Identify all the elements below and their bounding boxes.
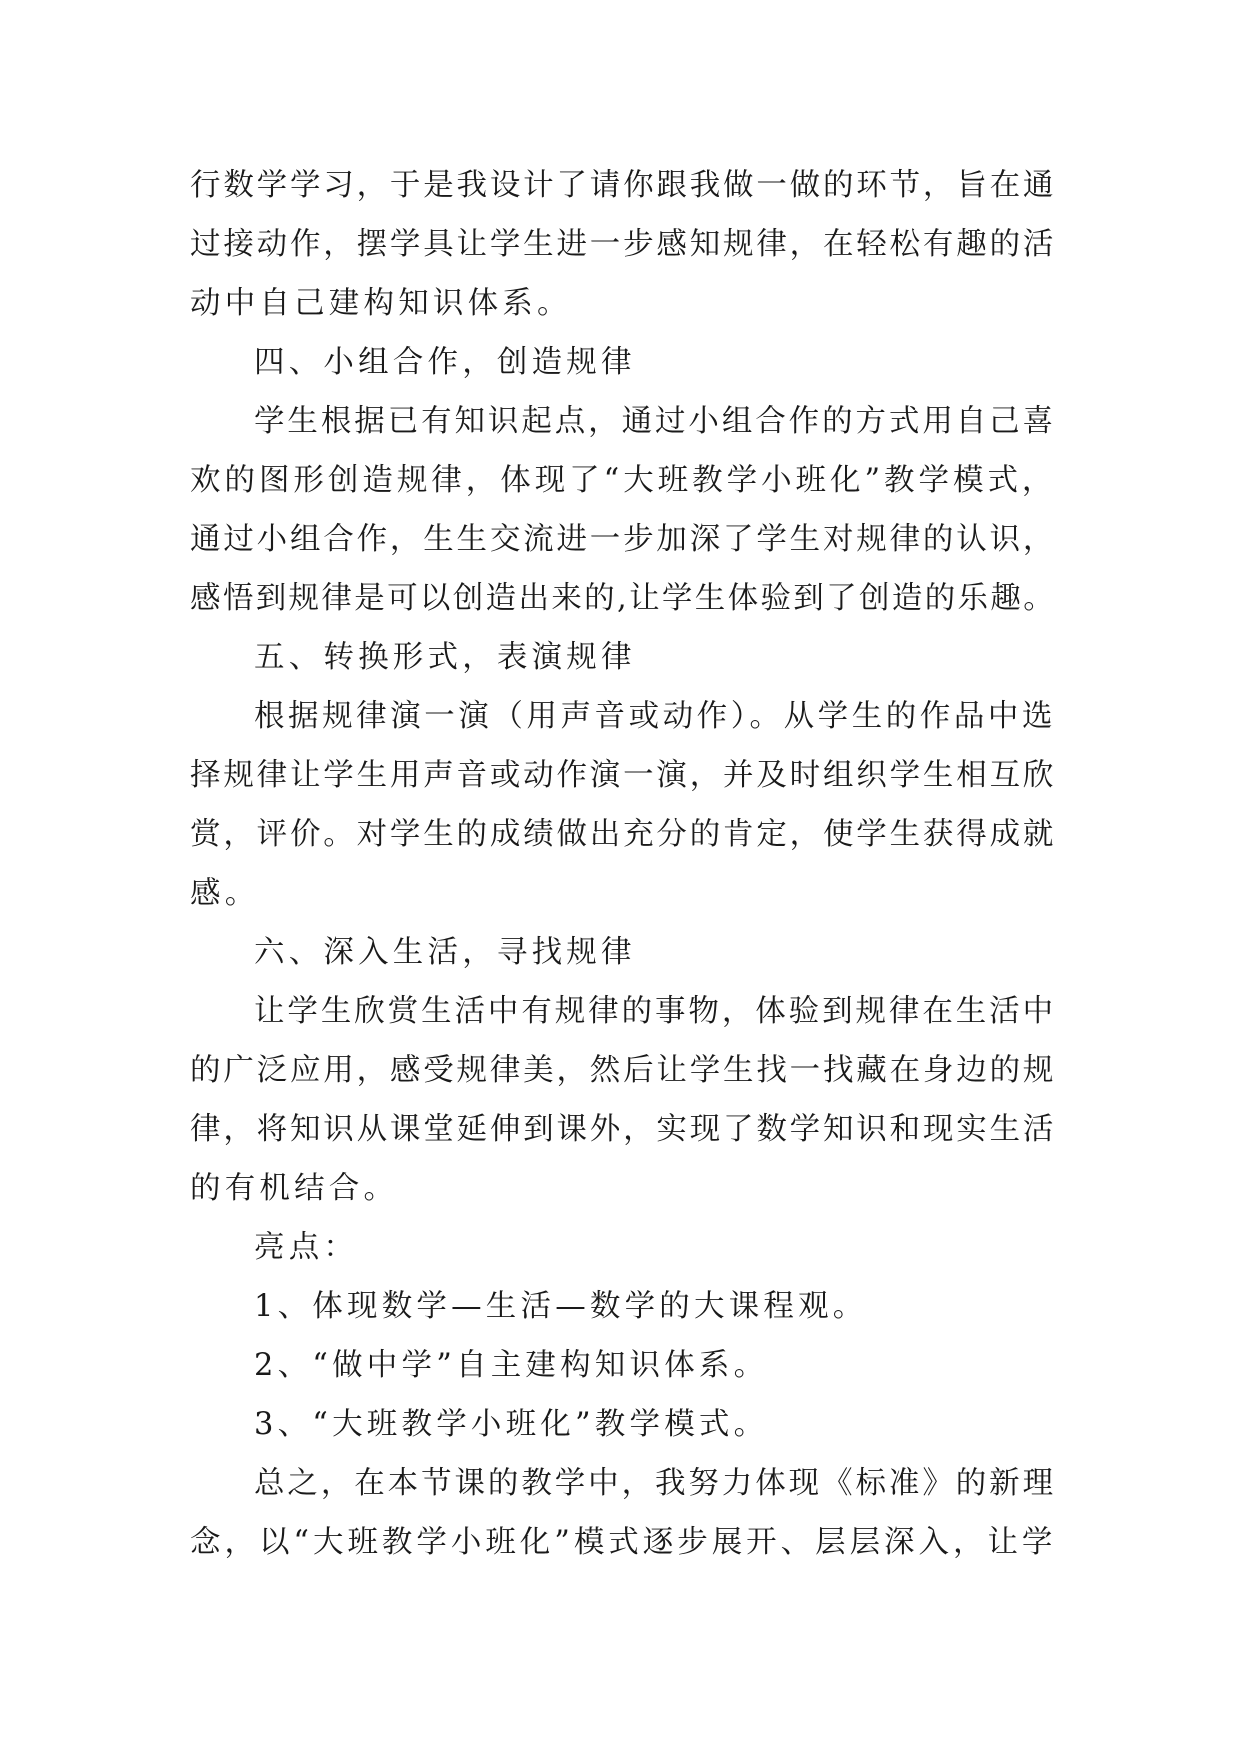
text-line: 通过小组合作，生生交流进一步加深了学生对规律的认识， — [190, 522, 1057, 557]
text-line: 择规律让学生用声音或动作演一演，并及时组织学生相互欣 — [190, 758, 1057, 793]
text-line: 律，将知识从课堂延伸到课外，实现了数学知识和现实生活 — [190, 1112, 1057, 1147]
text-line: 行数学学习，于是我设计了请你跟我做一做的环节，旨在通 — [190, 168, 1057, 203]
text-line: 的广泛应用，感受规律美，然后让学生找一找藏在身边的规 — [190, 1053, 1057, 1088]
text-line: 感悟到规律是可以创造出来的,让学生体验到了创造的乐趣。 — [190, 581, 1057, 616]
text-line: 念，以“大班教学小班化”模式逐步展开、层层深入，让学 — [190, 1525, 1057, 1560]
text-line: 的有机结合。 — [190, 1171, 399, 1206]
text-line: 四、小组合作，创造规律 — [254, 345, 636, 380]
text-line: 根据规律演一演（用声音或动作）。从学生的作品中选 — [254, 699, 1056, 734]
document-body — [190, 156, 1056, 1572]
text-line: 1、体现数学—生活—数学的大课程观。 — [254, 1289, 868, 1324]
text-line: 六、深入生活，寻找规律 — [254, 935, 636, 970]
text-line: 总之，在本节课的教学中，我努力体现《标准》的新理 — [254, 1466, 1056, 1501]
text-line: 欢的图形创造规律，体现了“大班教学小班化”教学模式， — [190, 463, 1057, 498]
text-line: 学生根据已有知识起点，通过小组合作的方式用自己喜 — [254, 404, 1056, 439]
text-line: 五、转换形式，表演规律 — [254, 640, 636, 675]
text-line: 让学生欣赏生活中有规律的事物，体验到规律在生活中 — [254, 994, 1056, 1029]
text-line: 过接动作，摆学具让学生进一步感知规律，在轻松有趣的活 — [190, 227, 1057, 262]
text-line: 3、“大班教学小班化”教学模式。 — [254, 1407, 769, 1442]
text-line: 感。 — [190, 876, 260, 911]
text-line: 赏，评价。对学生的成绩做出充分的肯定，使学生获得成就 — [190, 817, 1057, 852]
text-line: 2、“做中学”自主建构知识体系。 — [254, 1348, 769, 1383]
text-line: 动中自己建构知识体系。 — [190, 286, 572, 321]
text-line: 亮点： — [254, 1230, 359, 1265]
